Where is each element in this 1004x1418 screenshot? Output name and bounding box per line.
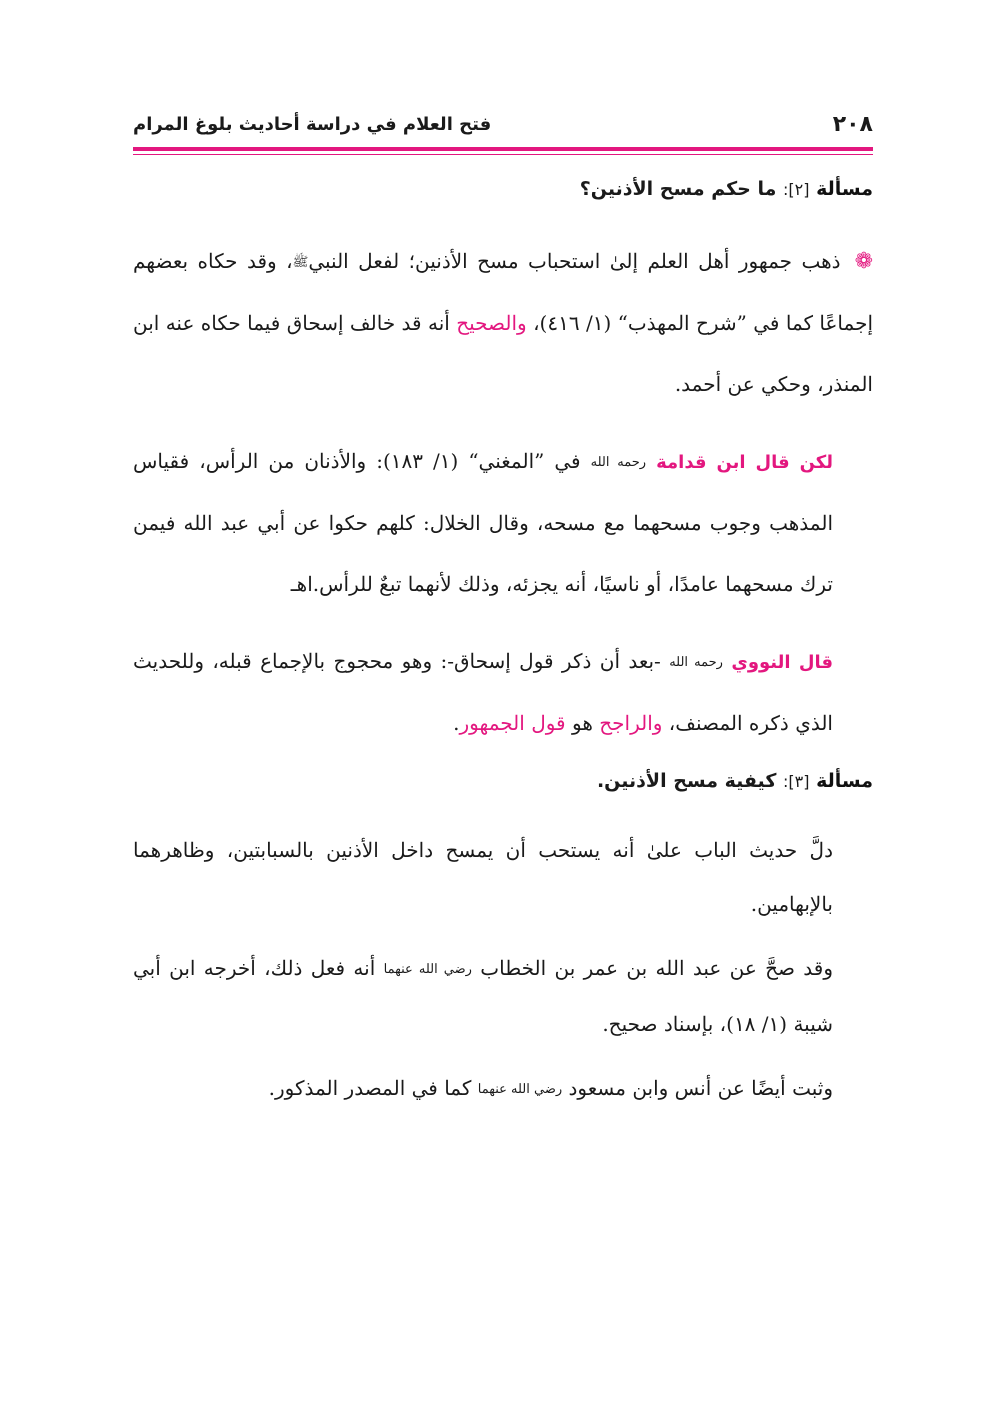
honorific-mark: رضي الله عنهما [477, 1082, 563, 1097]
paragraph-text: دلَّ حديث الباب علىٰ أنه يستحب أن يمسح داخل الأذنين بالسبابتين، وظاهرهما بالإبهامين. [133, 838, 833, 916]
flower-bullet-icon: ❁ [854, 249, 874, 274]
honorific-mark: رضي الله عنهما [383, 962, 472, 977]
honorific-mark: رحمه الله [590, 455, 647, 470]
highlight-majority: قول الجمهور [459, 711, 566, 735]
paragraph-text: -بعد أن ذكر قول إسحاق-: وهو محجوج بالإجماع قبله، وللحديث الذي ذكره المصنف، [133, 649, 833, 735]
quote-lead: قال النووي [731, 652, 834, 673]
page-number: ٢٠٨ [832, 112, 873, 137]
paragraph-text: أنه فعل ذلك، أخرجه ابن أبي شيبة (١/ ١٨)، بإسناد صحيح. [133, 956, 833, 1036]
heading-number: [٢]: [783, 180, 810, 199]
paragraph-text: وثبت أيضًا عن أنس وابن مسعود [568, 1076, 833, 1100]
paragraph-ibn-qudama [133, 431, 873, 615]
honorific-mark: رحمه الله [669, 655, 723, 670]
header-rule-thin [133, 154, 873, 155]
page-content [133, 172, 873, 1127]
paragraph-nawawi [133, 631, 873, 754]
paragraph-text: كما في المصدر المذكور. [268, 1076, 472, 1100]
section-heading-3 [133, 764, 873, 799]
honorific-mark: ﷺ [292, 255, 309, 270]
heading-label: مسألة [816, 770, 873, 792]
paragraph-method [133, 823, 873, 931]
highlight-correct: والصحيح [456, 311, 527, 335]
book-title: فتح العلام في دراسة أحاديث بلوغ المرام [133, 114, 492, 135]
quote-lead: لكن قال ابن قدامة [656, 452, 834, 473]
paragraph-text: في ”المغني“ (١/ ١٨٣): والأذنان من الرأس، فقياس المذهب وجوب مسحهما مع مسحه، وقال الخلال: كلهم حكوا عن أبي عبد الله فيمن ترك مسحهما عامدًا، أو ناسيًا، أنه يجزئه، وذلك لأنهما تبعٌ للرأس.اهـ [133, 449, 833, 596]
paragraph-majority-view [133, 231, 873, 415]
paragraph-ibn-umar [133, 941, 873, 1051]
page-header [133, 112, 873, 144]
heading-label: مسألة [816, 178, 873, 200]
paragraph-text: هو [571, 711, 593, 735]
heading-number: [٣]: [783, 772, 810, 791]
highlight-preponderant: والراجح [599, 711, 663, 735]
heading-title: ما حكم مسح الأذنين؟ [579, 178, 777, 200]
heading-title: كيفية مسح الأذنين. [596, 770, 777, 792]
paragraph-text: وقد صحَّ عن عبد الله بن عمر بن الخطاب [480, 956, 834, 980]
paragraph-anas-ibn-masud [133, 1061, 873, 1117]
paragraph-text: ، وقد حكاه بعضهم إجماعًا كما في ”شرح المهذب“ (١/ ٤١٦)، [133, 249, 874, 335]
header-rule-thick [133, 147, 873, 151]
paragraph-text: أنه قد خالف إسحاق فيما حكاه عنه ابن المنذر، وحكي عن أحمد. [133, 311, 873, 396]
page [133, 0, 873, 1418]
paragraph-text: ذهب جمهور أهل العلم إلىٰ استحباب مسح الأذنين؛ لفعل النبي [308, 249, 841, 273]
paragraph-end: . [453, 711, 460, 735]
section-heading-2 [133, 172, 873, 207]
